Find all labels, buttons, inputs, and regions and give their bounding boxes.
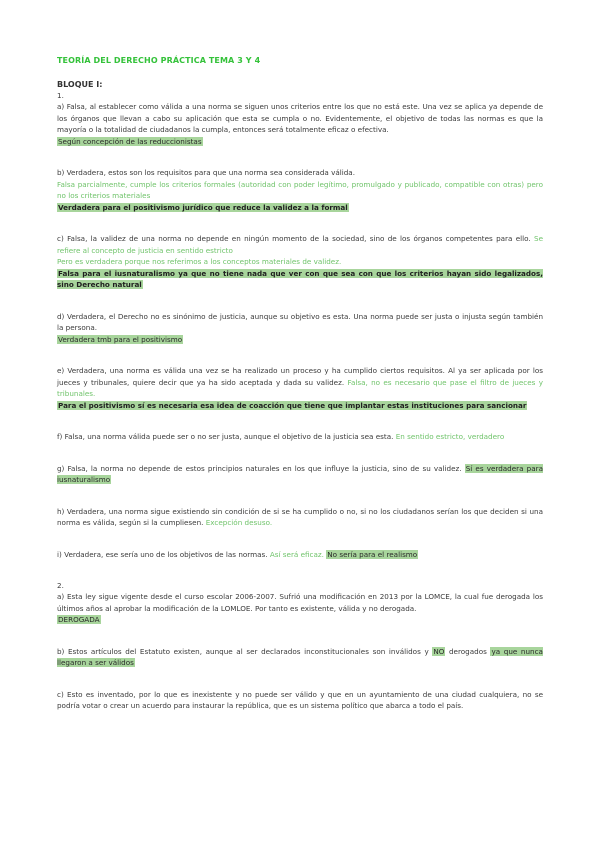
- answer-a: [57, 101, 543, 147]
- answer-text: d) Verdadera, el Derecho no es sinónimo de justicia, aunque su objetivo es esta. Una norma puede ser justa o injusta según también la persona.: [57, 311, 543, 332]
- answer-f: [57, 431, 543, 443]
- highlight-note: DEROGADA: [58, 615, 100, 624]
- answer-text: i) Verdadera, ese sería uno de los objetivos de las normas.: [57, 549, 268, 559]
- page-title: TEORÍA DEL DERECHO PRÁCTICA TEMA 3 Y 4: [57, 56, 261, 65]
- question-number: 1.: [57, 91, 64, 100]
- answer-h: [57, 506, 543, 529]
- answer-b: [57, 167, 543, 213]
- answer-i: [57, 549, 543, 561]
- answer-e: [57, 365, 543, 411]
- answer-text: a) Falsa, al establecer como válida a una norma se siguen unos criterios entre los que no está este. Una vez se aplica ya depende de los órganos que llevan a cabo su aplicación que esta se cumpla o no. Evidentemente, el objetivo de todas las normas es que la mayoría o la totalidad de ciudadanos la cumpla, entonces será totalmente eficaz o efectiva.: [57, 102, 543, 134]
- answer-2b: [57, 646, 543, 669]
- green-note: Falsa parcialmente, cumple los criterios formales (autoridad con poder legítimo, promulgado y publicado, compatible con otras) pero no los criterios materiales: [57, 179, 543, 200]
- highlight-note: Verdadera tmb para el positivismo: [58, 334, 183, 344]
- answer-text: c) Esto es inventado, por lo que es inexistente y no puede ser válido y que en un ayuntamiento de una ciudad cualquiera, no se podría votar o crear un acuerdo para instaurar la república, que es un sistema político que abarca a todo el país.: [57, 689, 543, 710]
- answer-text: h) Verdadera, una norma sigue existiendo sin condición de si se ha cumplido o no, si no los ciudadanos serían los que deciden si una norma es válida, según si la cumpliesen.: [57, 506, 543, 527]
- answer-text: a) Esta ley sigue vigente desde el curso escolar 2006-2007. Sufrió una modificación en 2013 por la LOMCE, la cual fue derogada los últimos años al aprobar la modificación de la LOMLOE. Por tanto es existente, válida y no derogada.: [57, 592, 543, 613]
- highlight-note: ya que nunca llegaron a ser válidos: [57, 646, 543, 667]
- answer-text: derogados: [449, 646, 487, 656]
- highlight-note: Para el positivismo sí es necesaria esa idea de coacción que tiene que implantar estas instituciones para sancionar: [58, 400, 527, 410]
- green-note: Excepción desuso.: [205, 518, 273, 527]
- green-note: Falsa, no es necesario que pase el filtro de jueces y tribunales.: [57, 377, 543, 398]
- answer-text: b) Verdadera, estos son los requisitos para que una norma sea considerada válida.: [57, 168, 355, 177]
- green-note: En sentido estricto, verdadero: [395, 432, 505, 441]
- section-heading: BLOQUE I:: [57, 80, 103, 89]
- answer-2c: [57, 689, 543, 712]
- highlight-note: No sería para el realismo: [327, 549, 418, 559]
- highlight-no: NO: [433, 646, 445, 656]
- answer-d: [57, 311, 543, 346]
- answer-text: c) Falsa, la validez de una norma no depende en ningún momento de la sociedad, sino de los órganos competentes para ello.: [57, 234, 531, 243]
- answer-g: [57, 463, 543, 486]
- answer-text: f) Falsa, una norma válida puede ser o no ser justa, aunque el objetivo de la justicia sea esta.: [57, 432, 394, 441]
- answer-c: [57, 233, 543, 291]
- highlight-note: Falsa para el iusnaturalismo ya que no tiene nada que ver con que sea con que los criterios hayan sido legalizados, sino Derecho natural: [57, 268, 543, 289]
- question-number: 2.: [57, 581, 64, 590]
- highlight-note: Según concepción de las reduccionistas: [58, 136, 202, 146]
- answer-2a: [57, 591, 543, 626]
- answer-text: g) Falsa, la norma no depende de estos principios naturales en los que influye la justicia, sino de su validez.: [57, 463, 462, 473]
- green-note: Se refiere al concepto de justicia en sentido estricto: [57, 234, 543, 255]
- answer-text: b) Estos artículos del Estatuto existen, aunque al ser declarados inconstitucionales son inválidos y: [57, 646, 429, 656]
- highlight-note: Sí es verdadera para iusnaturalismo: [57, 463, 543, 484]
- answer-text: e) Verdadera, una norma es válida una vez se ha realizado un proceso y ha cumplido ciertos requisitos. Al ya ser aplicada por los jueces y tribunales, quiere decir que ya ha sido aceptada y dada su validez.: [57, 366, 543, 387]
- green-note: Pero es verdadera porque nos referimos a los conceptos materiales de validez.: [57, 257, 342, 266]
- green-note: Así será eficaz.: [269, 549, 324, 559]
- highlight-note: Verdadera para el positivismo jurídico que reduce la validez a la formal: [58, 202, 348, 212]
